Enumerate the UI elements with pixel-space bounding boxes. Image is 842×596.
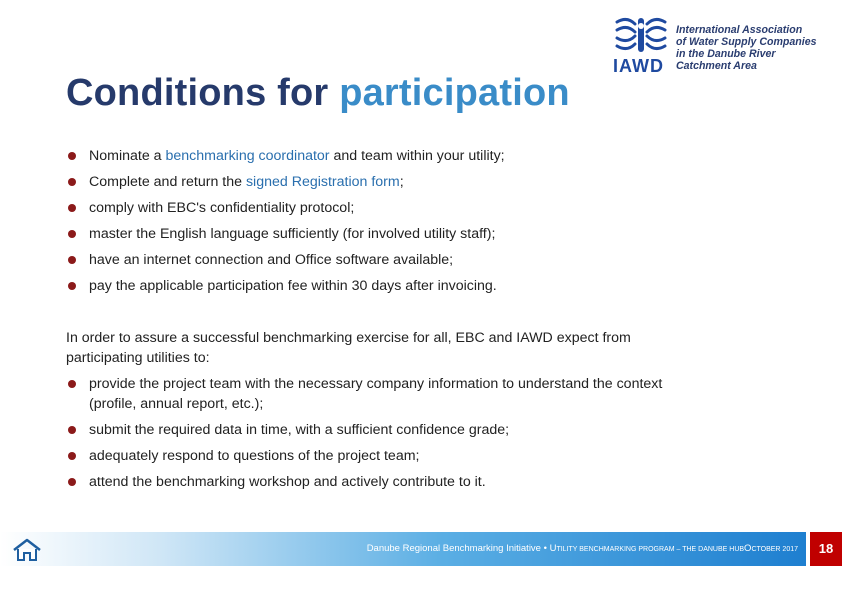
footer-part: O bbox=[744, 543, 752, 554]
logo-name bbox=[676, 24, 817, 72]
footer-part: CTOBER 2017 bbox=[751, 546, 798, 553]
footer-bar bbox=[0, 532, 806, 566]
logo-abbreviation: IAWD bbox=[613, 56, 664, 76]
item-text: provide the project team with the necessary company information to understand the context (profile, annual report, etc.); bbox=[89, 376, 663, 412]
conditions-list bbox=[68, 145, 505, 301]
item-text: attend the benchmarking workshop and actively contribute to it. bbox=[89, 474, 486, 490]
item-text: pay the applicable participation fee within 30 days after invoicing. bbox=[89, 278, 497, 294]
bullet-icon bbox=[68, 204, 76, 212]
iawd-emblem-icon bbox=[613, 16, 669, 54]
logo-line: in the Danube River bbox=[676, 48, 776, 60]
bullet-icon bbox=[68, 178, 76, 186]
footer-part: Danube Regional Benchmarking Initiative • U bbox=[366, 543, 557, 554]
footer-text bbox=[367, 543, 798, 554]
title-part1: Conditions for bbox=[66, 72, 340, 114]
list-item bbox=[68, 275, 505, 301]
bullet-icon bbox=[68, 256, 76, 264]
item-text: Nominate a bbox=[89, 148, 166, 164]
item-text: master the English language sufficiently (for involved utility staff); bbox=[89, 226, 496, 242]
item-text: adequately respond to questions of the project team; bbox=[89, 448, 420, 464]
expectations-list bbox=[68, 374, 708, 498]
page-number: 18 bbox=[810, 532, 842, 566]
title-highlight: participation bbox=[339, 72, 570, 114]
list-item bbox=[68, 374, 708, 414]
list-item bbox=[68, 197, 505, 223]
item-text: comply with EBC's confidentiality protocol; bbox=[89, 200, 355, 216]
list-item bbox=[68, 446, 708, 466]
list-item bbox=[68, 249, 505, 275]
page-title bbox=[66, 72, 570, 115]
logo-line: of Water Supply Companies bbox=[676, 36, 817, 48]
home-icon[interactable] bbox=[12, 538, 42, 562]
item-text: submit the required data in time, with a sufficient confidence grade; bbox=[89, 422, 510, 438]
item-text: Complete and return the bbox=[89, 174, 246, 190]
list-item bbox=[68, 223, 505, 249]
bullet-icon bbox=[68, 282, 76, 290]
bullet-icon bbox=[68, 380, 76, 388]
logo-line: International Association bbox=[676, 24, 803, 36]
footer-part: TILITY BENCHMARKING PROGRAM – THE DANUBE HUB bbox=[556, 546, 745, 553]
bullet-icon bbox=[68, 478, 76, 486]
logo-line: Catchment Area bbox=[676, 60, 757, 72]
bullet-icon bbox=[68, 452, 76, 460]
bullet-icon bbox=[68, 152, 76, 160]
list-item bbox=[68, 171, 505, 197]
bullet-icon bbox=[68, 426, 76, 434]
benchmarking-coordinator-link[interactable]: benchmarking coordinator bbox=[165, 148, 330, 164]
list-item bbox=[68, 420, 708, 440]
bullet-icon bbox=[68, 230, 76, 238]
intro-paragraph: In order to assure a successful benchmarking exercise for all, EBC and IAWD expect from participating utilities to: bbox=[66, 330, 631, 366]
registration-form-link[interactable]: signed Registration form bbox=[245, 174, 400, 190]
item-text: ; bbox=[399, 174, 404, 190]
item-text: have an internet connection and Office software available; bbox=[89, 252, 454, 268]
list-item bbox=[68, 145, 505, 171]
item-text: and team within your utility; bbox=[329, 148, 505, 164]
iawd-logo bbox=[613, 16, 828, 78]
list-item bbox=[68, 472, 708, 492]
